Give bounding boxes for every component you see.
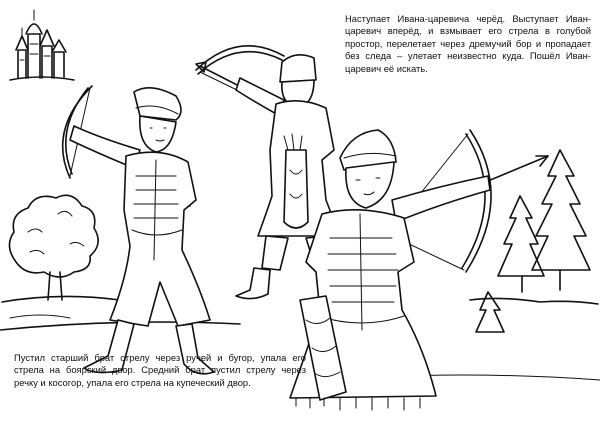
castle-icon xyxy=(10,10,74,80)
eldest-brother-figure xyxy=(63,86,214,374)
tree-icon xyxy=(2,195,120,318)
ivan-tsarevich-figure xyxy=(290,130,548,410)
caption-top: Наступает Ивана-царевича черёд. Выступает Иван-царевич вперёд, и взмывает его стрела в голубой простор, перелетает через дремучий бор и пропадает без следа – улетает неизвестно куда. Пошёл Иван-царевич её искать. xyxy=(345,13,591,74)
caption-bottom: Пустил старший брат стрелу через ручей и бугор, упала его стрела на боярский двор. Средний брат пустил стрелу через речку и косогор, упала его стрела на купеческий двор. xyxy=(14,352,306,388)
